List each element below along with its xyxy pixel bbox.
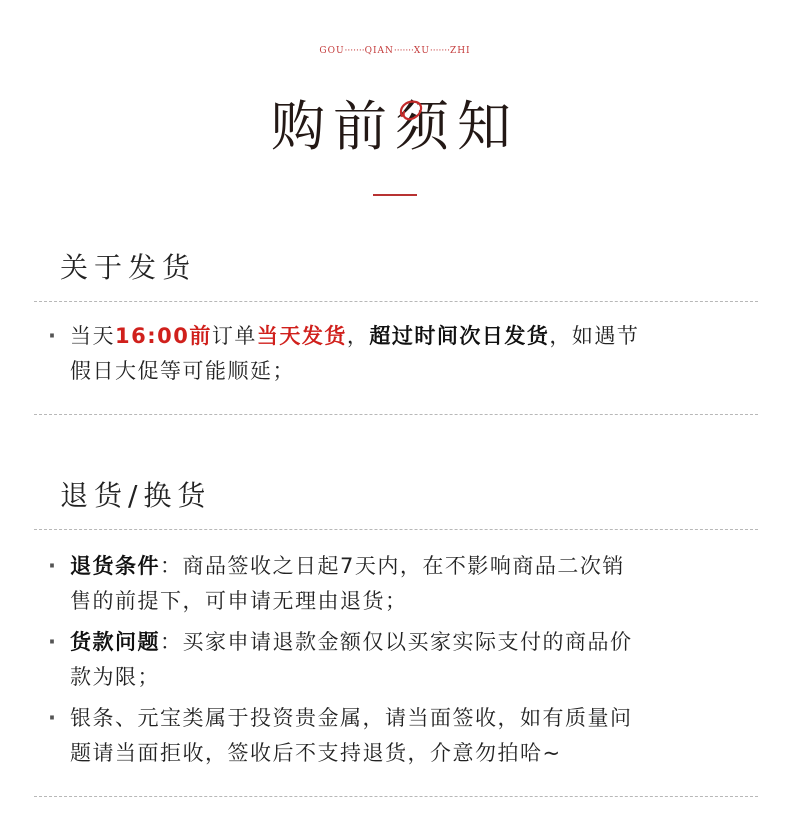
pinyin-qian: QIAN: [364, 46, 394, 56]
bullet: ·: [48, 324, 58, 348]
return-conditions-line-2: [48, 584, 768, 619]
precious-metal-line-2: [48, 736, 768, 771]
return-conditions-text: 售的前提下，可申请无理由退货；: [70, 589, 408, 613]
shipping-text: 假日大促等可能顺延；: [70, 359, 295, 383]
return-conditions-label: 退货条件: [70, 554, 160, 578]
payment-issues-line-2: [48, 660, 768, 695]
bullet: ·: [48, 554, 58, 578]
return-conditions: [48, 549, 768, 619]
cutoff-time: 16:00前: [115, 324, 212, 348]
shipping-line-2: [48, 354, 768, 389]
title-divider: [373, 194, 417, 196]
shipping-text: ，如遇节: [549, 324, 640, 348]
shipping-heading: 关于发货: [60, 251, 197, 284]
precious-metal-text: 题请当面拒收，签收后不支持退货，介意勿拍哈~: [70, 741, 562, 765]
return-conditions-line-1: [48, 549, 768, 584]
pinyin-separator: ·······: [429, 46, 450, 56]
pinyin-separator: ·······: [344, 46, 365, 56]
shipping-notice: [48, 319, 768, 389]
shipping-text: 当天: [70, 324, 115, 348]
payment-issues-line-1: [48, 625, 768, 660]
precious-metal-notice: [48, 701, 768, 771]
pinyin-gou: GOU: [319, 46, 345, 56]
brush-circle-icon: [396, 98, 426, 124]
payment-issues-text: ：买家申请退款金额仅以买家实际支付的商品价: [160, 630, 633, 654]
payment-issues-label: 货款问题: [70, 630, 160, 654]
pinyin-xu: XU: [413, 46, 430, 56]
payment-issues: [48, 625, 768, 695]
shipping-line-1: [48, 319, 768, 354]
page-title: 购前须知: [271, 95, 519, 158]
same-day-shipping: 当天发货: [256, 324, 347, 348]
pinyin-subtitle: [0, 46, 790, 56]
divider: [34, 796, 758, 797]
return-conditions-text: ：商品签收之日起7天内，在不影响商品二次销: [160, 554, 625, 578]
payment-issues-text: 款为限；: [70, 665, 160, 689]
shipping-text: 订单: [211, 324, 257, 348]
next-day-shipping: 超过时间次日发货: [369, 324, 550, 348]
shipping-text: ，: [346, 324, 370, 348]
divider: [34, 414, 758, 415]
returns-heading: 退货/换货: [60, 479, 212, 512]
divider: [34, 529, 758, 530]
precious-metal-line-1: [48, 701, 768, 736]
pinyin-separator: ·······: [393, 46, 414, 56]
precious-metal-text: 银条、元宝类属于投资贵金属，请当面签收，如有质量问: [70, 706, 633, 730]
bullet: ·: [48, 706, 58, 730]
divider: [34, 301, 758, 302]
pinyin-zhi: ZHI: [449, 46, 471, 56]
bullet: ·: [48, 630, 58, 654]
